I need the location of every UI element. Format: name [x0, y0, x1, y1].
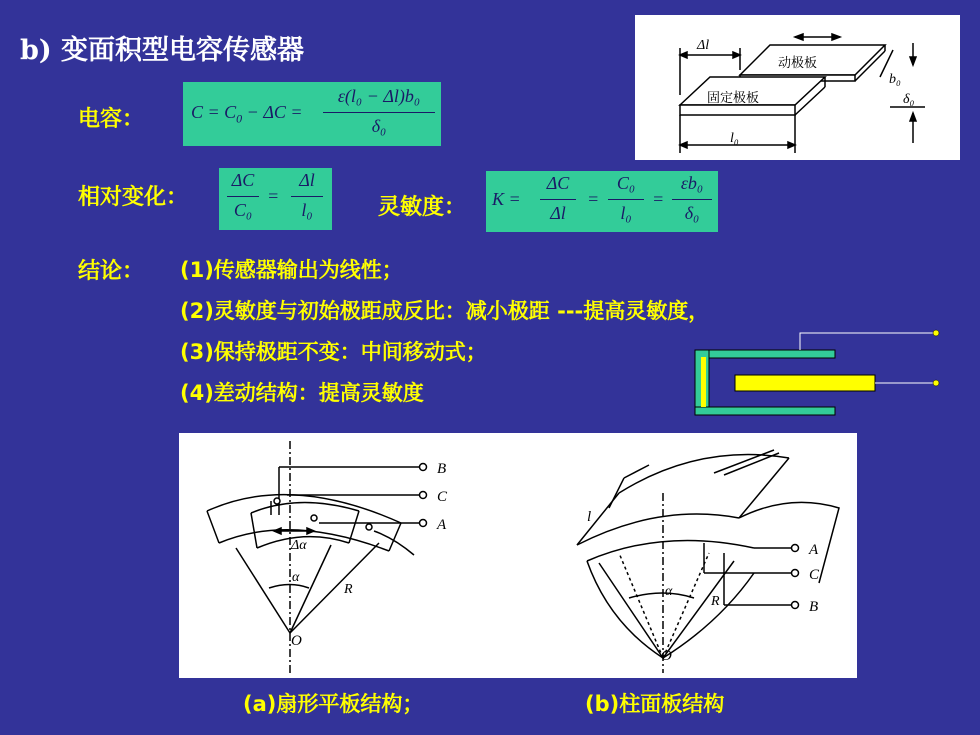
fraction-bar [227, 196, 259, 197]
capacitance-minus: − ΔC = [242, 102, 303, 122]
conclusion-item: (3)保持极距不变：中间移动式； [180, 340, 487, 364]
l0-label: l₀ [730, 131, 739, 146]
diff-moving-plate [735, 375, 875, 391]
fan-alpha-label: α [292, 570, 300, 585]
terminal-dot [933, 380, 939, 386]
sens-f3-den: δ₀ [684, 203, 700, 223]
sens-f1-den: Δl [550, 203, 566, 223]
rel-right-num: Δl [299, 170, 315, 190]
sensitivity-label: 灵敏度： [378, 195, 467, 220]
conclusion-item: (1)传感器输出为线性； [180, 258, 403, 282]
structure-diagrams-svg [179, 433, 857, 678]
cyl-O-label: O [661, 648, 672, 664]
capacitance-label: 电容： [78, 107, 145, 132]
rel-left-num: ΔC [231, 170, 255, 190]
relative-change-formula [219, 168, 332, 230]
fixed-plate-label: 固定极板 [707, 90, 760, 105]
caption-cylinder: (b)柱面板结构 [585, 692, 725, 716]
conclusion-item: (2)灵敏度与初始极距成反比：减小极距 ---提高灵敏度， [180, 299, 710, 323]
sens-lhs: K = [492, 189, 521, 209]
conclusion-item: (4)差动结构：提高灵敏度 [180, 381, 424, 405]
capacitance-denominator: δ₀ [371, 116, 387, 136]
capacitance-lhs: C = C [191, 102, 237, 122]
fan-O-label: O [291, 633, 302, 649]
relative-change-label: 相对变化： [78, 185, 189, 210]
fraction-bar [323, 112, 435, 113]
sens-f3-num: εb₀ [680, 173, 704, 193]
cyl-B-label: B [809, 599, 819, 615]
structure-diagrams [179, 433, 857, 678]
diff-frame-inner [701, 357, 706, 407]
rel-equals: = [267, 186, 280, 206]
sens-f2-den: l₀ [620, 203, 632, 223]
plate-diagram-svg [635, 15, 960, 160]
sens-equals-1: = [587, 189, 600, 209]
sensitivity-formula [486, 171, 718, 232]
plate-diagram [635, 15, 960, 160]
cyl-R-label: R [711, 594, 720, 609]
b0-label: b₀ [889, 72, 901, 87]
cyl-C-label: C [809, 567, 820, 583]
fraction-bar [291, 196, 323, 197]
fan-C-label: C [437, 489, 448, 505]
rel-right-den: l₀ [301, 200, 313, 220]
moving-plate-label: 动极板 [778, 55, 818, 70]
delta-l-label: Δl [697, 38, 710, 53]
sens-f1-num: ΔC [546, 173, 570, 193]
sens-equals-2: = [652, 189, 665, 209]
fraction-bar [672, 199, 712, 200]
capacitance-formula [183, 82, 441, 146]
fan-delta-alpha-label: Δα [291, 538, 307, 553]
delta0-label: δ₀ [903, 92, 915, 107]
diff-top-plate [695, 350, 835, 358]
caption-fan: (a)扇形平板结构； [243, 692, 424, 716]
diff-bottom-plate [695, 407, 835, 415]
cyl-alpha-label: α [665, 584, 673, 599]
fan-A-label: A [437, 517, 447, 533]
capacitance-lhs-sub: 0 [236, 111, 243, 126]
fan-B-label: B [437, 461, 447, 477]
fan-R-label: R [344, 582, 353, 597]
sens-f2-num: C₀ [616, 173, 636, 193]
cyl-A-label: A [809, 542, 819, 558]
page-title: b) 变面积型电容传感器 [20, 35, 305, 66]
conclusion-label: 结论： [78, 259, 145, 284]
capacitance-numerator: ε(l₀ − Δl)b₀ [337, 86, 421, 106]
fraction-bar [540, 199, 576, 200]
cyl-l-label: l [587, 509, 592, 525]
terminal-dot [933, 330, 939, 336]
rel-left-den: C₀ [233, 200, 253, 220]
fraction-bar [608, 199, 644, 200]
differential-structure [690, 325, 950, 420]
